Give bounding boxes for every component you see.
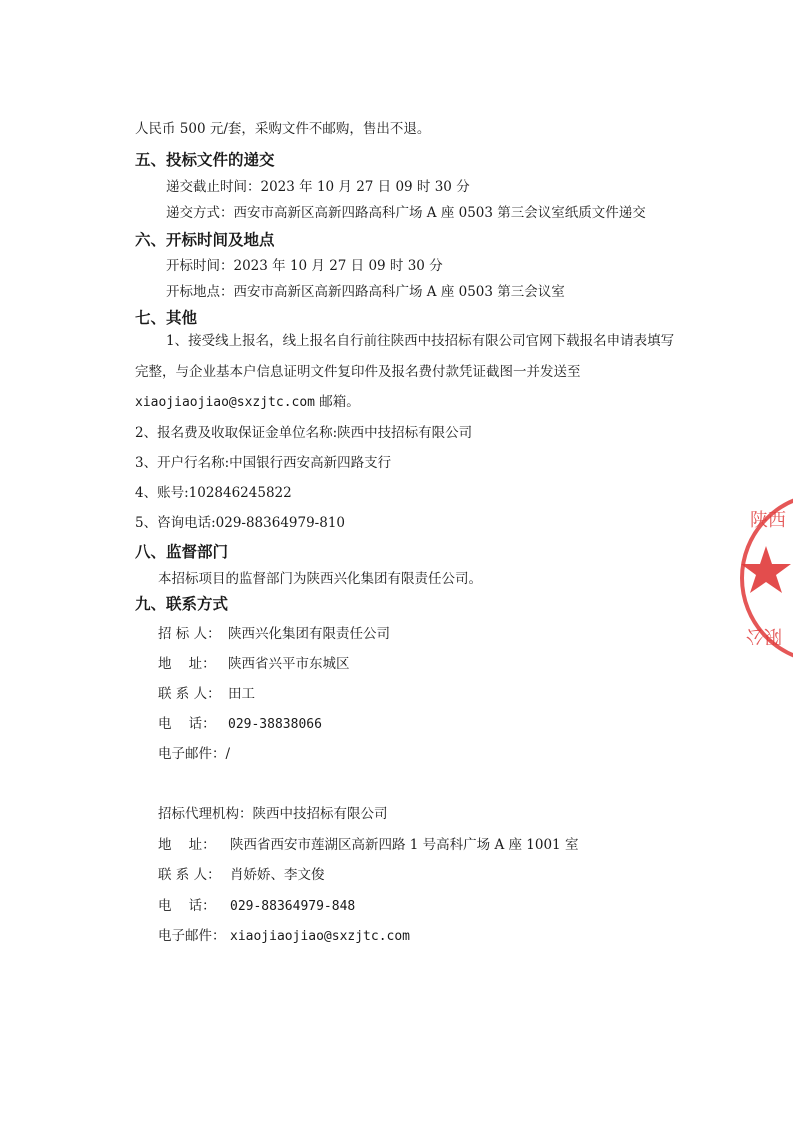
other-item-1-line-1: 1、接受线上报名，线上报名自行前往陕西中技招标有限公司官网下载报名申请表填写 — [166, 333, 675, 349]
agency-email-label: 电子邮件： — [158, 928, 226, 944]
registration-email: xiaojiaojiao@sxzjtc.com — [135, 395, 316, 410]
other-item-1-line-3 — [135, 393, 360, 412]
submission-method: 递交方式：西安市高新区高新四路高科广场 A 座 0503 第三会议室纸质文件递交 — [166, 205, 646, 221]
other-item-5: 5、咨询电话:029-88364979-810 — [135, 515, 346, 531]
tenderer-phone: 029-38838066 — [228, 717, 322, 732]
registration-email-suffix: 邮箱。 — [315, 394, 360, 410]
agency-address-label: 地 址： — [158, 837, 216, 853]
section-9-title: 九、联系方式 — [135, 595, 229, 613]
agency-email: xiaojiaojiao@sxzjtc.com — [230, 929, 411, 944]
agency-email-row — [158, 927, 410, 946]
other-item-1-line-2: 完整，与企业基本户信息证明文件复印件及报名费付款凭证截图一并发送至 — [135, 364, 581, 380]
tenderer-phone-label: 电 话： — [158, 716, 216, 732]
opening-time: 开标时间：2023 年 10 月 27 日 09 时 30 分 — [166, 258, 443, 274]
agency-phone: 029-88364979-848 — [230, 899, 356, 914]
section-8-title: 八、监督部门 — [135, 543, 229, 561]
tenderer-email-row — [158, 745, 230, 763]
other-item-4: 4、账号:102846245822 — [135, 485, 292, 501]
section-5-title: 五、投标文件的递交 — [135, 151, 275, 169]
tenderer-name-row — [158, 625, 390, 643]
agency-address: 陕西省西安市莲湖区高新四路 1 号高科广场 A 座 1001 室 — [230, 837, 579, 853]
tenderer-phone-row — [158, 715, 322, 734]
agency-name: 陕西中技招标有限公司 — [252, 806, 388, 822]
seal-text-top: 陕西 — [750, 510, 786, 531]
agency-contact: 肖娇娇、李文俊 — [230, 867, 325, 883]
section-6-title: 六、开标时间及地点 — [135, 231, 275, 249]
agency-address-row — [158, 836, 578, 854]
company-seal-graphic — [736, 488, 793, 668]
tenderer-contact: 田工 — [228, 686, 255, 702]
top-line: 人民币 500 元/套，采购文件不邮购，售出不退。 — [135, 121, 431, 137]
other-item-3: 3、开户行名称:中国银行西安高新四路支行 — [135, 455, 392, 471]
other-item-2: 2、报名费及收取保证金单位名称:陕西中技招标有限公司 — [135, 425, 473, 441]
submission-deadline: 递交截止时间：2023 年 10 月 27 日 09 时 30 分 — [166, 179, 470, 195]
seal-text-bottom: 限公 — [746, 625, 782, 646]
tenderer-email: / — [225, 746, 231, 762]
agency-contact-row — [158, 866, 325, 884]
agency-phone-row — [158, 897, 355, 916]
tenderer-name: 陕西兴化集团有限责任公司 — [228, 626, 390, 642]
tenderer-contact-row — [158, 685, 255, 703]
tenderer-name-label: 招 标 人： — [158, 626, 221, 642]
supervision-text: 本招标项目的监督部门为陕西兴化集团有限责任公司。 — [158, 571, 482, 587]
tenderer-address-label: 地 址： — [158, 656, 216, 672]
opening-location: 开标地点：西安市高新区高新四路高科广场 A 座 0503 第三会议室 — [166, 284, 565, 300]
agency-contact-label: 联 系 人： — [158, 867, 221, 883]
agency-phone-label: 电 话： — [158, 898, 216, 914]
tenderer-email-label: 电子邮件： — [158, 746, 226, 762]
agency-name-row — [158, 805, 388, 823]
section-7-title: 七、其他 — [135, 309, 198, 327]
tenderer-contact-label: 联 系 人： — [158, 686, 221, 702]
company-seal — [736, 488, 793, 668]
tenderer-address-row — [158, 655, 350, 673]
tenderer-address: 陕西省兴平市东城区 — [228, 656, 350, 672]
agency-name-label: 招标代理机构： — [158, 806, 253, 822]
